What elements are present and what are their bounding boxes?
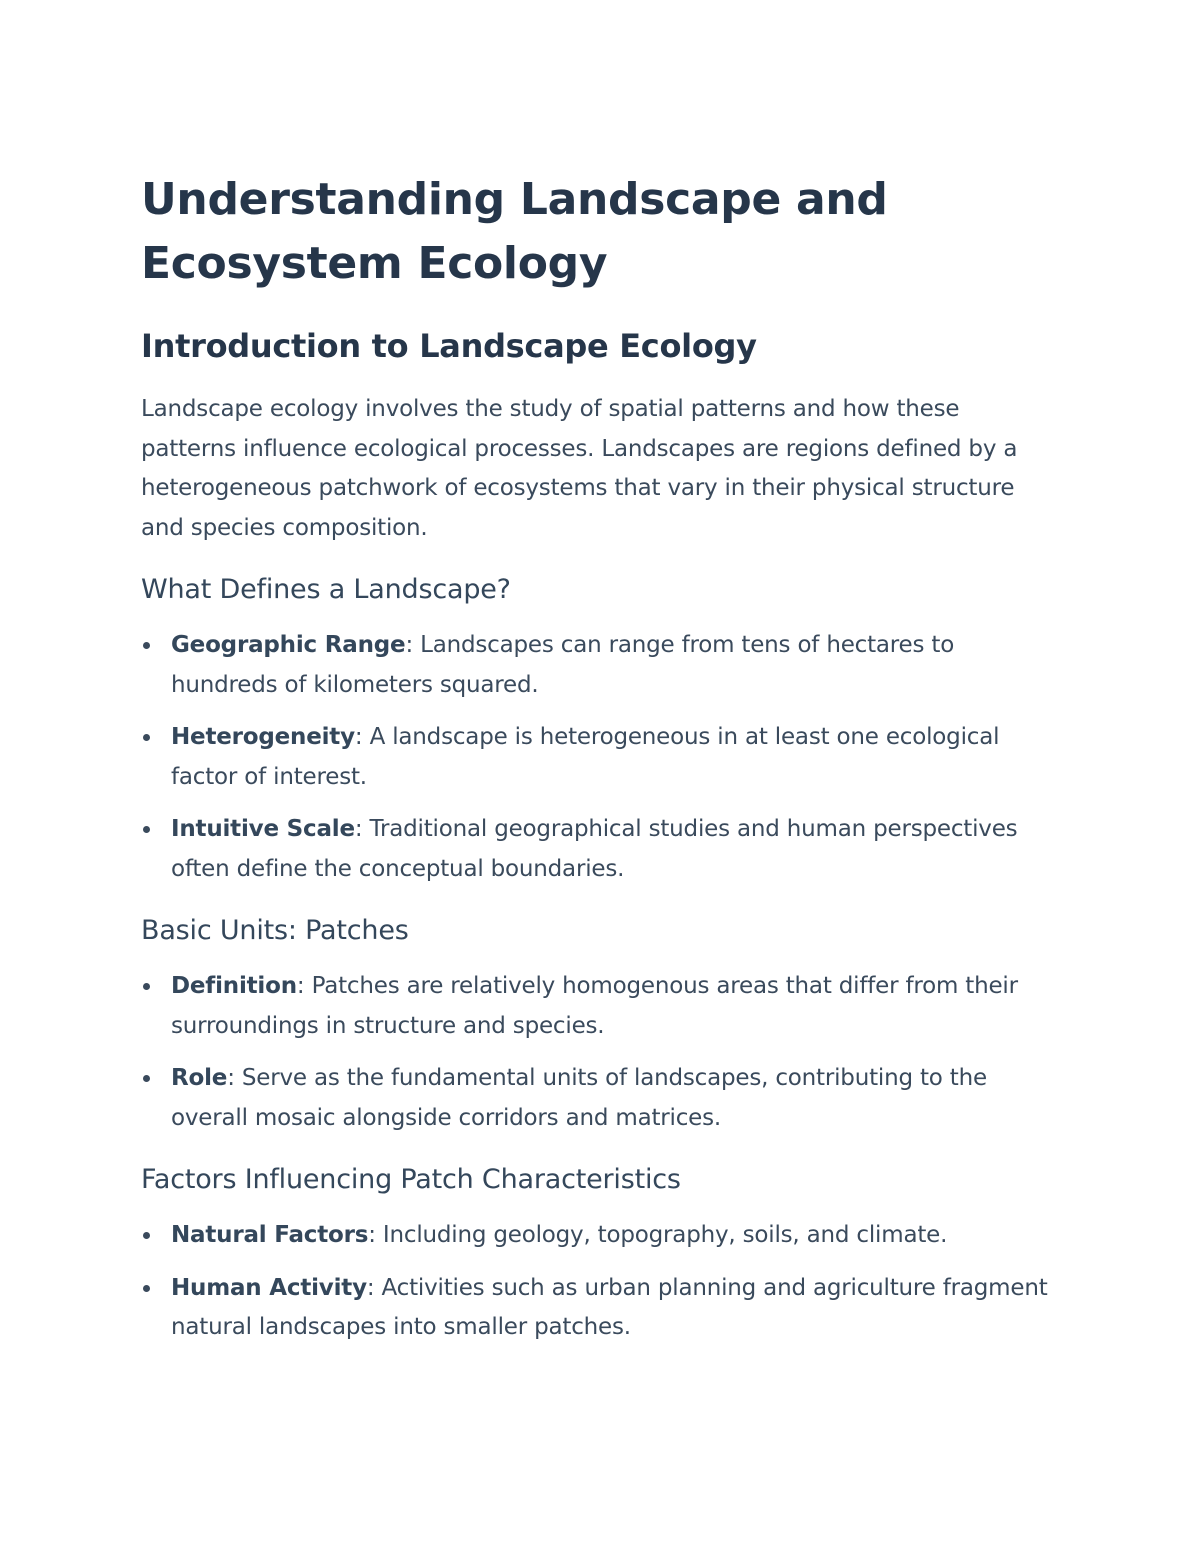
list-item bbox=[141, 1059, 1056, 1138]
list-item-term: Geographic Range bbox=[171, 632, 406, 658]
list-item-term: Intuitive Scale bbox=[171, 816, 355, 842]
list-item-text: : Landscapes can range from tens of hectares to hundreds of kilometers squared. bbox=[171, 632, 955, 698]
list-item-term: Human Activity bbox=[171, 1274, 367, 1301]
list-item-text: : Traditional geographical studies and human perspectives often define the conceptual boundaries. bbox=[171, 816, 1018, 882]
list-item bbox=[141, 718, 1056, 797]
bullet-list-patches bbox=[141, 967, 1056, 1138]
list-item-term: Role bbox=[171, 1065, 228, 1091]
section-heading-intro: Introduction to Landscape Ecology bbox=[141, 327, 757, 365]
list-item-term: Natural Factors bbox=[171, 1222, 369, 1248]
bullet-icon bbox=[143, 642, 150, 649]
document-title: Understanding Landscape and Ecosystem Ecology bbox=[141, 174, 888, 289]
list-item bbox=[141, 967, 1056, 1046]
list-item-text: : Activities such as urban planning and agriculture fragment natural landscapes into smaller patches. bbox=[171, 1274, 1048, 1340]
list-item bbox=[141, 626, 1056, 705]
bullet-icon bbox=[143, 983, 150, 990]
bullet-icon bbox=[143, 826, 150, 833]
subheading-what-defines-landscape: What Defines a Landscape? bbox=[141, 574, 511, 605]
bullet-icon bbox=[143, 1285, 150, 1292]
list-item bbox=[141, 1216, 1056, 1256]
list-item-text: : Serve as the fundamental units of landscapes, contributing to the overall mosaic alongside corridors and matrices. bbox=[171, 1065, 987, 1131]
bullet-list-landscape-definition bbox=[141, 626, 1056, 889]
list-item-text: : Including geology, topography, soils, and climate. bbox=[368, 1222, 948, 1248]
list-item-text: : Patches are relatively homogenous areas that differ from their surroundings in structure and species. bbox=[171, 973, 1018, 1039]
list-item-term: Heterogeneity bbox=[171, 724, 355, 750]
list-item-term: Definition bbox=[171, 973, 297, 999]
list-item-text: : A landscape is heterogeneous in at least one ecological factor of interest. bbox=[171, 724, 1000, 790]
subheading-basic-units-patches: Basic Units: Patches bbox=[141, 915, 409, 946]
subheading-patch-factors: Factors Influencing Patch Characteristics bbox=[141, 1164, 681, 1195]
document-page bbox=[141, 168, 1056, 1348]
list-item bbox=[141, 1269, 1056, 1348]
intro-paragraph: Landscape ecology involves the study of spatial patterns and how these patterns influence ecological processes. Landscapes are regions defined by a heterogeneous patchwork of ecosystems that vary in their physical structure and species composition. bbox=[141, 396, 1018, 541]
bullet-icon bbox=[143, 1075, 150, 1082]
bullet-icon bbox=[143, 734, 150, 741]
list-item bbox=[141, 810, 1056, 889]
bullet-icon bbox=[143, 1232, 150, 1239]
bullet-list-patch-factors bbox=[141, 1216, 1056, 1348]
